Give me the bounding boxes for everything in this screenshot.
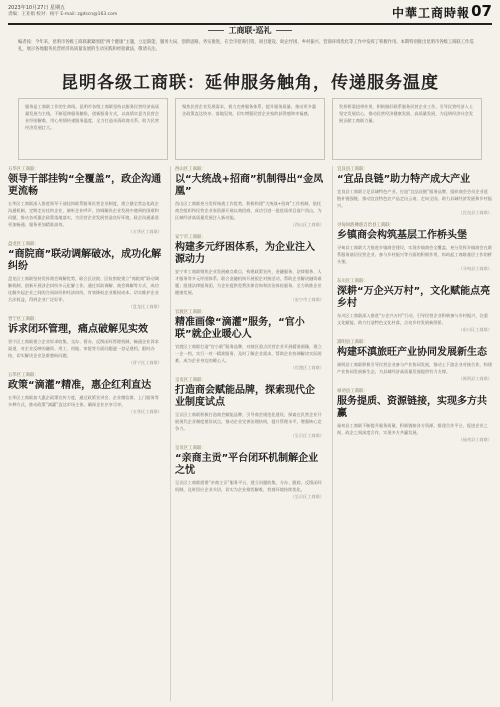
news-article bbox=[337, 222, 492, 272]
main-headline: 昆明各级工商联：延伸服务触角，传递服务温度 bbox=[61, 73, 439, 93]
article-source: 东川区工商联： bbox=[337, 279, 368, 284]
article-title: 乡镇商会构筑基层工作桥头堡 bbox=[337, 230, 467, 241]
article-source: 西山区工商联： bbox=[175, 167, 206, 172]
article-source: 禄劝县工商联： bbox=[337, 389, 368, 394]
article-source: 呈贡区工商联： bbox=[175, 446, 206, 451]
article-title: 打造商会赋能品牌，探索现代企业制度试点 bbox=[175, 385, 315, 408]
article-source: 呈贡区工商联： bbox=[175, 378, 206, 383]
article-column bbox=[332, 166, 492, 701]
article-body: 东川区工商联深入推进“万企兴万村”行动，引导民营企业积极参与乡村振兴，注重文化赋能，助力打造特色文化村落，点亮乡村发展新图景。 bbox=[337, 313, 488, 325]
article-author: （西山区工商联） bbox=[290, 222, 324, 227]
article-body: 呈贡区工商联积极打造商会赋能品牌，引导商会规范化建设，探索在民营企业开展现代企业制度建设试点，推动企业完善治理结构，提升管理水平，增强核心竞争力。 bbox=[175, 412, 322, 431]
page-header bbox=[8, 4, 492, 24]
article-title: 构建环滇旅旺产业协同发展新生态 bbox=[337, 347, 487, 358]
article-body: 五华区工商联加大惠企政策宣传力度，通过政策宣讲会、企业微信群、上门服务等多种方式，推动政策“滴灌”直达市场主体，确保企业应享尽享。 bbox=[8, 395, 159, 407]
page-number: 07 bbox=[471, 2, 492, 20]
article-source: 官渡区工商联： bbox=[175, 310, 206, 315]
news-article bbox=[175, 309, 324, 371]
news-article bbox=[8, 166, 162, 235]
article-source: 寻甸回族彝族自治县工商联： bbox=[337, 223, 395, 228]
article-title: 以“大统战+招商”机制得出“金凤凰” bbox=[175, 174, 324, 197]
article-source: 嵩明县工商联： bbox=[337, 340, 368, 345]
article-title: “亲商主贡”平台闭环机制解企业之忧 bbox=[175, 453, 319, 476]
article-source: 宜良县工商联： bbox=[337, 167, 368, 172]
news-article bbox=[337, 388, 492, 443]
article-body: 嵩明县工商联积极引导民营企业参与产业协同发展，推动上下游企业对接合作，构建产业协同发展新生态，为县域经济高质量发展提供有力支撑。 bbox=[337, 362, 492, 374]
news-article bbox=[175, 166, 324, 228]
news-article bbox=[337, 166, 492, 216]
article-title: “宜品良链”助力特产成大产业 bbox=[337, 174, 471, 185]
news-article bbox=[8, 241, 162, 310]
article-title: 构建多元纾困体系，为企业注入源动力 bbox=[175, 242, 315, 265]
article-author: （呈贡区工商联） bbox=[290, 433, 324, 438]
article-title: 精准画像“滴灌”服务，“官小联”就企业暖心人 bbox=[175, 317, 305, 340]
news-article bbox=[337, 278, 492, 333]
article-title: 服务提质、资源链接，实现多方共赢 bbox=[337, 396, 487, 419]
intro-box: 聚焦民营企业发展需求，着力完善服务体系，提升服务质量，推动更多惠企政策直达快享、落地见效，切实增强民营企业家的获得感和幸福感。 bbox=[175, 98, 325, 160]
article-body: 晋宁区工商联建立企业诉求收集、交办、督办、反馈闭环管理机制，畅通企业诉求渠道，对企业反映的融资、用工、用地、审批等方面问题逐一登记建档，限时办结，切实解决企业急难愁盼问题。 bbox=[8, 339, 159, 358]
news-article bbox=[175, 377, 324, 439]
article-author: （五华区工商联） bbox=[128, 409, 162, 414]
intro-box: 服务是工商联工作的生命线。昆明市各级工商联坚持以服务民营经济高质量发展为主线，不断延伸服务触角，创新服务方式，以真情实意为民营企业纾困解难，用心用情传递服务温度，全力打造亲清政商关系，助力民营经济发展壮大。 bbox=[18, 98, 168, 160]
article-body: 寻甸县工商联大力推进乡镇商会建设，实现乡镇商会全覆盖，充分发挥乡镇商会在联系服务基层民营企业、参与乡村振兴等方面的积极作用，构筑起工商联基层工作的桥头堡。 bbox=[337, 245, 492, 264]
article-source: 五华区工商联： bbox=[8, 373, 39, 378]
news-article bbox=[8, 316, 162, 366]
news-article bbox=[175, 234, 324, 303]
article-body: 宜良县工商联立足县域特色产业，打造“宜品良链”服务品牌，组织商会会员企业延链补链强链，推动宜良特色农产品走出云南、走向全国，助力县域经济发展和乡村振兴。 bbox=[337, 189, 492, 208]
article-body: 盘龙区工商联坚持发挥商会调解优势，联合区法院、区检察院建立“商院商”联动调解机制，创新开展涉企纠纷多元化解工作。通过诉前调解、商会调解等方式，成功化解多起企业之间的合同纠纷和经济纠纷，有效降低企业维权成本，切实维护企业合法权益，得到企业广泛好评。 bbox=[8, 276, 159, 302]
article-body: 官渡区工商联打造“官小联”服务品牌，对辖区重点民营企业开展精准画像，建立一企一档，实行一对一精准服务，及时了解企业需求，帮助企业协调解决实际困难，成为企业身边的暖心人。 bbox=[175, 344, 322, 363]
article-title: 深耕“万企兴万村”，文化赋能点亮乡村 bbox=[337, 286, 491, 309]
article-author: （寻甸县工商联） bbox=[458, 266, 492, 271]
news-article bbox=[8, 372, 162, 415]
article-author: （禄劝县工商联） bbox=[458, 437, 492, 442]
intro-row bbox=[18, 98, 482, 160]
article-author: （东川区工商联） bbox=[458, 327, 492, 332]
article-author: （晋宁区工商联） bbox=[128, 360, 162, 365]
article-title: 诉求闭环管理，痛点破解见实效 bbox=[8, 324, 148, 335]
article-body: 西山区工商联充分发挥统战工作优势，积极构建“大统战+招商”工作机制，依托商会组织和民营企业家资源开展以商招商，成功引进一批优质项目落户西山，为区域经济高质量发展注入新动能。 bbox=[175, 201, 322, 220]
issue-date: 2023年10月27日 星期五 bbox=[8, 5, 66, 11]
article-source: 盘龙区工商联： bbox=[8, 242, 39, 247]
article-author: （盘龙区工商联） bbox=[128, 304, 162, 309]
article-title: 领导干部挂钩“全覆盖”，政企沟通更流畅 bbox=[8, 174, 162, 197]
article-author: （呈贡区工商联） bbox=[290, 494, 324, 499]
article-column bbox=[170, 166, 328, 701]
section-tag: 工商联·巡礼 bbox=[0, 25, 500, 36]
article-body: 安宁市工商联聚焦企业发展痛点难点，构建政策宣传、金融服务、法律服务、人才服务等多元纾困体系。联合金融机构开展银企对接活动，帮助企业解决融资难题；组建法律服务团，为企业提供免费法律咨询和法治体检服务，全力助推企业健康发展。 bbox=[175, 269, 322, 295]
article-body: 禄劝县工商联不断提升服务质量，积极链接各方资源，搭建合作平台，促进企业之间、政企之间深度合作，实现多方共赢发展。 bbox=[337, 423, 488, 435]
article-source: 晋宁区工商联： bbox=[8, 317, 39, 322]
article-author: （五华区工商联） bbox=[128, 229, 162, 234]
article-author: （宜良县工商联） bbox=[458, 210, 492, 215]
article-column bbox=[8, 166, 166, 701]
article-body: 呈贡区工商联搭建“亲商主贡”服务平台，建立问题收集、分办、跟踪、反馈闭环机制，及时回应企业关切，切实为企业排忧解难，营商环境持续优化。 bbox=[175, 480, 322, 492]
article-author: （安宁市工商联） bbox=[290, 297, 324, 302]
editor-contact: 责编：王亚娟 校对：杨宇 E-mail: zgdscn@163.com bbox=[8, 12, 118, 17]
newspaper-title: 中華工商時報 bbox=[391, 6, 470, 20]
news-article bbox=[337, 339, 492, 382]
article-source: 安宁市工商联： bbox=[175, 235, 206, 240]
article-title: “商院商”联动调解破冰，成功化解纠纷 bbox=[8, 249, 162, 272]
article-body: 五华区工商联深入推进领导干部挂钩联系服务民营企业制度，建立健全常态化政企沟通机制，定期走访挂钩企业，倾听企业呼声，协调解决企业发展中遇到的困难和问题，推动各项惠企政策落地落实，为民营企业发展营造良好环境，政企沟通渠道更加畅通，服务更加精准高效。 bbox=[8, 201, 159, 227]
article-source: 五华区工商联： bbox=[8, 167, 39, 172]
article-title: 政策“滴灌”精准，惠企红利直达 bbox=[8, 380, 152, 391]
article-author: （官渡区工商联） bbox=[290, 365, 324, 370]
editor-note: 编者按：今年来，昆明市各级工商联紧紧围绕“两个健康”主题，立足职能，服务大局，创新思路，务实推进，在全市招商引资、项目建设、助企纾困、乡村振兴、营商环境优化等工作中发挥了积极作用。本期特别推出昆明市各级工商联工作巡礼，展示各地服务民营经济高质量发展的生动实践和经验做法，敬请关注。 bbox=[18, 40, 474, 52]
intro-box: 发挥桥梁纽带作用，积极做好联系服务民营企业工作，引导民营经济人士坚定发展信心，推动民营经济健康发展、高质量发展，为昆明经济社会发展贡献工商联力量。 bbox=[332, 98, 482, 160]
article-author: （嵩明县工商联） bbox=[458, 376, 492, 381]
news-article bbox=[175, 445, 324, 500]
